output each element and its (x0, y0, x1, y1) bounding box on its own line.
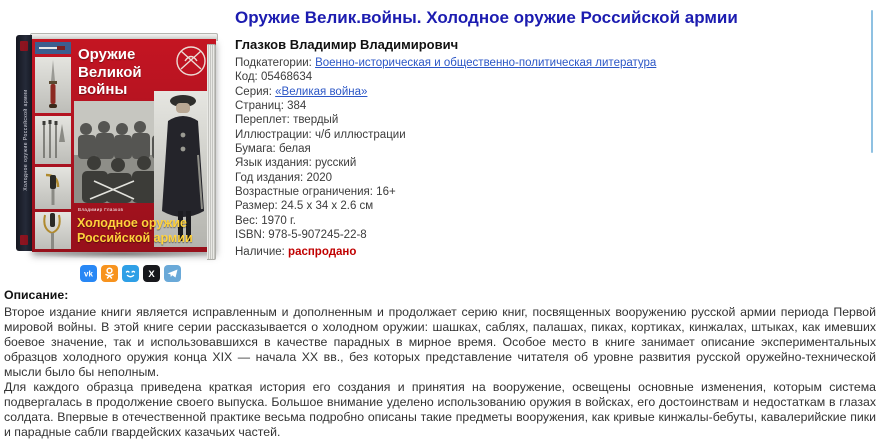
attribute-row (235, 113, 855, 127)
description-paragraph: Второе издание книги является исправленным и дополненным и продолжает серию книг, посвященных вооружению русской армии периода Первой мировой войны. В этой книге серии рассказывается о холодном оружии: шашках, саблях, палашах, пиках, кортиках, кинжалах, штыках, как имевших боевое значение, так и использовавшихся в качестве парадных в мирное время. Особое место в книге занимает описание экспериментальных образцов холодного оружия конца XIX — начала XX вв., без которых представление читателя об уровне развития русской оружейно-технической мысли было бы неполным. (4, 305, 876, 379)
description-heading: Описание: (4, 288, 69, 302)
attribute-row (235, 185, 855, 199)
attribute-link[interactable]: Военно-историческая и общественно-политическая литература (315, 57, 657, 69)
attribute-value: белая (278, 143, 311, 156)
cover-series-title: Оружие Великой войны (78, 46, 142, 98)
attribute-link[interactable]: «Великая война» (275, 85, 368, 98)
attribute-label: Возрастные ограничения: (235, 186, 377, 199)
book-cover-image[interactable] (16, 33, 224, 254)
author-name: Глазков Владимир Владимирович (235, 37, 459, 52)
svg-text:vk: vk (84, 269, 93, 279)
dagger-horizontal-image (35, 42, 71, 54)
book-spine (16, 35, 32, 251)
description-section (4, 288, 876, 440)
attribute-row (235, 228, 855, 242)
attribute-value: ч/б иллюстрации (314, 128, 406, 141)
attribute-row (235, 171, 855, 185)
cover-main-title: Холодное оружие Российской армии (77, 216, 193, 245)
bayonets-image (35, 116, 71, 164)
attribute-row (235, 128, 855, 142)
attribute-label: Иллюстрации: (235, 128, 315, 141)
availability-label: Наличие: (235, 246, 285, 258)
book-front-cover (32, 39, 216, 252)
attribute-row (235, 56, 855, 70)
spine-decoration (20, 41, 28, 51)
attribute-value: 978-5-907245-22-8 (268, 229, 367, 242)
moy-mir-icon[interactable] (122, 265, 139, 282)
attribute-row (235, 85, 855, 99)
attribute-value: твердый (293, 114, 339, 127)
saber-hilt-image (35, 167, 71, 209)
attribute-value: 24.5 x 34 x 2.6 см (280, 200, 374, 213)
scrollbar-thumb[interactable] (871, 10, 873, 153)
attribute-label: Язык издания: (235, 157, 316, 170)
spine-title-text: Холодное оружие Российской армии (23, 89, 29, 191)
attribute-label: Бумага: (235, 143, 279, 156)
regiment-emblem-icon (169, 42, 211, 87)
attribute-row (235, 199, 855, 213)
attribute-value: 2020 (306, 171, 333, 184)
attribute-row (235, 99, 855, 113)
attribute-value: 1970 г. (261, 214, 296, 227)
attribute-row (235, 214, 855, 228)
odnoklassniki-icon[interactable] (101, 265, 118, 282)
attribute-label: Серия: (235, 85, 276, 98)
x-twitter-icon[interactable] (143, 265, 160, 282)
vk-icon[interactable] (80, 265, 97, 282)
attribute-value: 384 (287, 100, 307, 113)
attribute-row (235, 156, 855, 170)
cover-weapon-strip (35, 42, 71, 249)
sword-guard-image (35, 212, 71, 249)
svg-text:X: X (148, 269, 155, 280)
attribute-label: Подкатегории: (235, 57, 316, 69)
attribute-value: 16+ (376, 186, 396, 199)
social-share-row (80, 265, 181, 282)
attribute-row (235, 142, 855, 156)
description-paragraph: Для каждого образца приведена краткая история его создания и принятия на вооружение, освещены основные изменения, которым система подвергалась в продолжение своего выпуска. Большое внимание уделено использованию оружия в войсках, его достоинствам и недостаткам в глазах солдата. Впервые в отечественной практике весьма подробно описаны такие предметы вооружения, как кривые кинжалы-бебуты, кавалерийские пики и парадные сабли гвардейских казачьих частей. (4, 380, 876, 439)
attribute-label: Вес: (235, 214, 262, 227)
attribute-value: 05468634 (260, 71, 313, 84)
availability-row (235, 246, 356, 258)
book-pages-right-edge (207, 44, 216, 260)
attributes-list (235, 56, 855, 242)
attribute-label: Страниц: (235, 100, 288, 113)
attribute-label: Год издания: (235, 171, 307, 184)
attribute-label: ISBN: (235, 229, 269, 242)
telegram-icon[interactable] (164, 265, 181, 282)
attribute-value: русский (315, 157, 357, 170)
availability-status: распродано (288, 246, 357, 258)
attribute-row (235, 70, 855, 84)
cover-author-name: Владимир Глазков (78, 207, 124, 212)
attribute-label: Код: (235, 71, 261, 84)
spine-decoration (20, 235, 28, 245)
page-title: Оружие Велик.войны. Холодное оружие Российской армии (235, 8, 738, 27)
attribute-label: Переплет: (235, 114, 294, 127)
dagger-vertical-image (35, 57, 71, 113)
attribute-label: Размер: (235, 200, 281, 213)
